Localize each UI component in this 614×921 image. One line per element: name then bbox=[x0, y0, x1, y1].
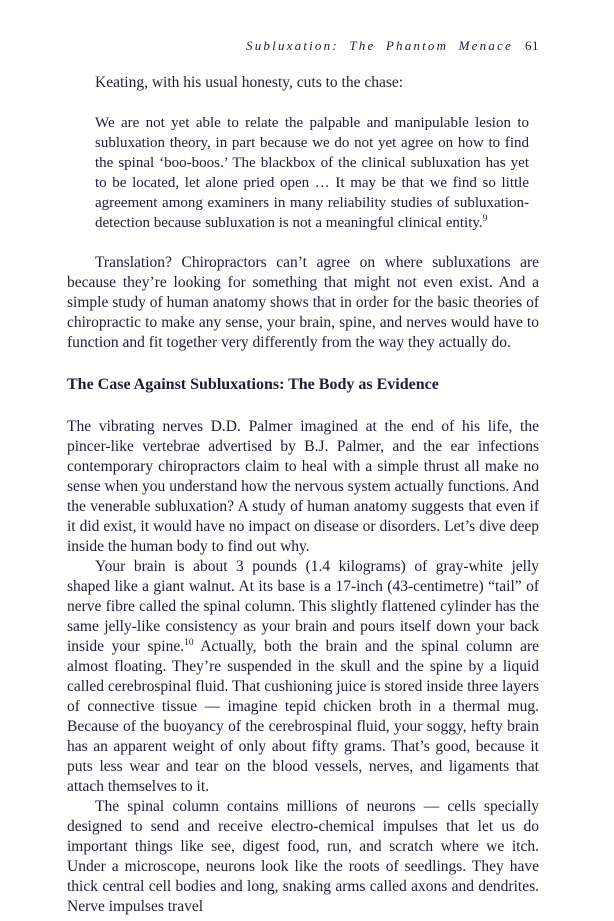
block-quote-text: We are not yet able to relate the palpable and manipulable lesion to subluxation theory, in part because we do not yet agree on how to find the spinal ‘boo-boos.’ The blackbox of the clinical subluxation has yet to be located, let alone pried open … It may be that we find so little agreement among examiners in many reliability studies of subluxation-detection because subluxation is not a meaningful clinical entity. bbox=[95, 115, 529, 231]
running-head-title: Subluxation: The Phantom Menace bbox=[246, 38, 513, 53]
section-heading: The Case Against Subluxations: The Body as Evidence bbox=[67, 376, 439, 393]
paragraph-brain-text-before: Your brain is about 3 pounds (1.4 kilograms) of gray-white jelly shaped like a giant walnut. At its base is a 17-inch (43-centimetre) “tail” of nerve fibre called the spinal column. This slightly flattened cylinder has the same jelly-like consistency as your brain and pours itself down your back inside your spine. bbox=[67, 558, 539, 655]
page-number: 61 bbox=[525, 38, 539, 53]
paragraph-intro: Keating, with his usual honesty, cuts to the chase: bbox=[95, 74, 404, 91]
paragraph-brain-text-after: Actually, both the brain and the spinal column are almost floating. They’re suspended in the skull and the spine by a liquid called cerebrospinal fluid. That cushioning juice is stored inside three layers of connective tissue — imagine tepid chicken broth in a thermal mug. Because of the buoyancy of the cerebrospinal fluid, your soggy, hefty brain has an apparent weight of only about fifty grams. That’s good, because it puts less wear and tear on the blood vessels, nerves, and ligaments that attach themselves to it. bbox=[67, 638, 540, 795]
paragraph-translation: Translation? Chiropractors can’t agree on where subluxations are because they’re looking for something that might not even exist. And a simple study of human anatomy shows that in order for the basic theories of chiropractic to make any sense, your brain, spine, and nerves would have to function and fit together very differently from the way they actually do. bbox=[67, 254, 539, 351]
paragraph-neurons: The spinal column contains millions of neurons — cells specially designed to send and receive electro-chemical impulses that let us do important things like see, digest food, run, and scratch where we itch. Under a microscope, neurons look like the roots of seedlings. They have thick central cell bodies and long, snaking arms called axons and dendrites. Nerve impulses travel bbox=[67, 798, 539, 915]
block-quote bbox=[95, 113, 529, 233]
footnote-ref-9: 9 bbox=[482, 214, 488, 224]
paragraph-brain bbox=[67, 557, 539, 797]
running-head bbox=[67, 36, 539, 56]
paragraph-nerves: The vibrating nerves D.D. Palmer imagined at the end of his life, the pincer-like vertebrae advertised by B.J. Palmer, and the ear infections contemporary chiropractors claim to heal with a simple thrust all make no sense when you understand how the nervous system actually functions. And the venerable subluxation? A study of human anatomy suggests that even if it did exist, it would have no impact on disease or disorders. Let’s dive deep inside the human body to find out why. bbox=[67, 418, 539, 555]
footnote-ref-10: 10 bbox=[184, 637, 194, 648]
